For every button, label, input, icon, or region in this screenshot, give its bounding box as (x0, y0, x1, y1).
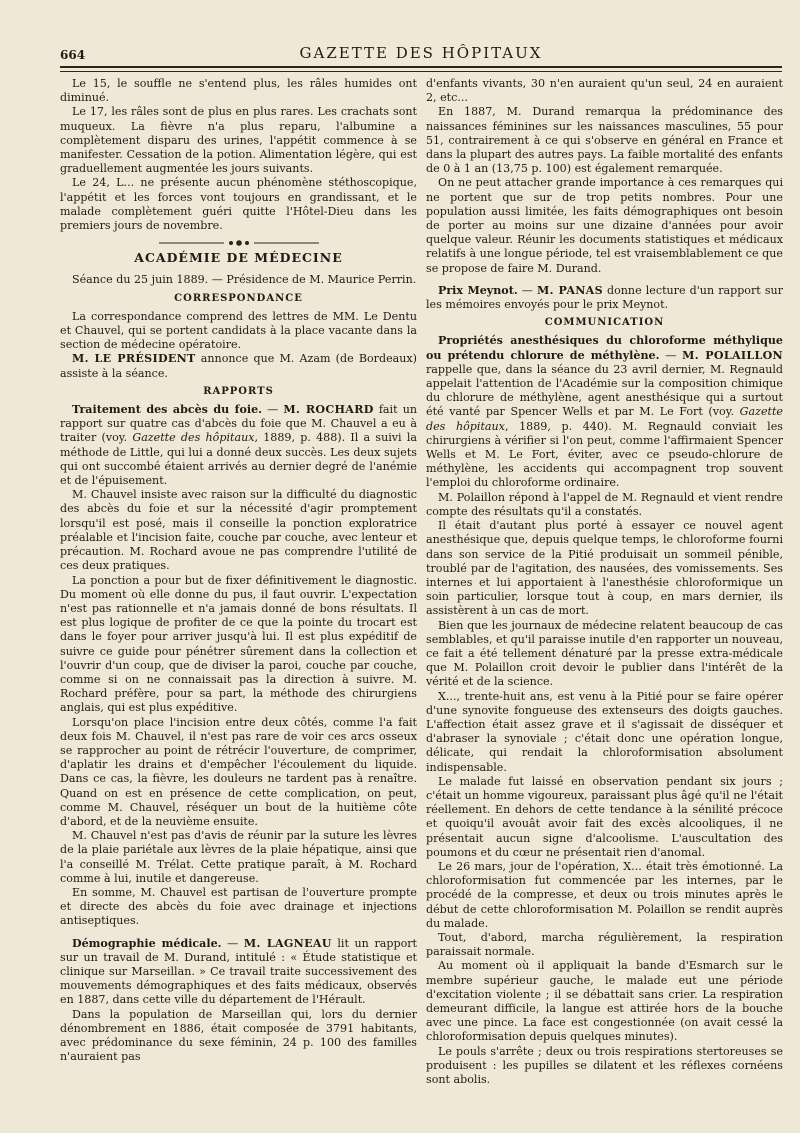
speaker: M. PANAS (537, 283, 603, 297)
paragraph: M. Chauvel n'est pas d'avis de réunir par la suture les lèvres de la plaie pariétale aux lèvres de la plaie hépatique, ainsi que l'a conseillé M. Trélat. Cette pratique paraît, à M. Rochard comme à lui, inutile et dangereuse. (60, 829, 417, 885)
paragraph: M. Chauvel insiste avec raison sur la difficulté du diagnostic des abcès du foie et sur la nécessité d'agir promptement lorsqu'il est posé, mais il conseille la ponction exploratrice préalable et l'incision faite, couche par couche, avec lenteur et précaution. M. Rochard avoue ne pas comprendre l'utilité de ces deux pratiques. (60, 488, 417, 573)
section-title-academie: ACADÉMIE DE MÉDECINE (134, 250, 343, 266)
article-title: Propriétés anesthésiques du chloroforme méthylique ou prétendu chlorure de méthylène. (426, 334, 783, 362)
ornament-divider (159, 239, 319, 247)
running-title: GAZETTE DES HÔPITAUX (299, 44, 543, 62)
paragraph: Le malade fut laissé en observation pendant six jours ; c'était un homme vigoureux, paraissant plus âgé qu'il ne l'était réellement. En dehors de cette tendance à la sénilité précoce et quoiqu'il avouât avoir fait des excès alcooliques, il ne présentait aucun signe d'alcoolisme. L'auscultation des poumons et du cœur ne présentait rien d'anomal. (426, 774, 783, 859)
paragraph: Traitement des abcès du foie. — M. ROCHARD fait un rapport sur quatre cas d'abcès du foie que M. Chauvel a eu à traiter (voy. Gazette des hôpitaux, 1889, p. 488). Il a suivi la méthode de Little, qui lui a donné deux succès. Les deux sujets qui ont succombé étaient arrivés au dernier degré de l'anémie et de l'épuisement. (60, 403, 417, 488)
subhead-rapports: RAPPORTS (203, 385, 274, 397)
speaker: M. LAGNEAU (243, 936, 332, 950)
subhead-correspondance: CORRESPONDANCE (174, 292, 303, 304)
page-header (60, 40, 782, 66)
paragraph: Au moment où il appliquait la bande d'Esmarch sur le membre supérieur gauche, le malade eut une période d'excitation violente ; il se débattait sans crier. La respiration demeurant difficile, la langue est attirée hors de la bouche avec une pince. La face est congestionnée (on avait cessé la chloroformisation depuis quelques minutes). (426, 959, 783, 1044)
left-column (60, 77, 417, 1127)
paragraph: Le 15, le souffle ne s'entend plus, les râles humides ont diminué. (60, 77, 417, 105)
paragraph: M. LE PRÉSIDENT annonce que M. Azam (de Bordeaux) assiste à la séance. (60, 352, 417, 380)
paragraph: En somme, M. Chauvel est partisan de l'ouverture prompte et directe des abcès du foie avec drainage et injections antiseptiques. (60, 885, 417, 928)
paragraph: Lorsqu'on place l'incision entre deux côtés, comme l'a fait deux fois M. Chauvel, il n'est pas rare de voir ces arcs osseux se rapprocher au point de rétrécir l'ouverture, de comprimer, d'aplatir les drains et d'empêcher l'écoulement du liquide. Dans ce cas, la fièvre, les douleurs ne tardent pas à renaître. Quand on est en présence de cette complication, on peut, comme M. Chauvel, réséquer un bout de la huitième côte d'abord, et de la neuvième ensuite. (60, 715, 417, 828)
paragraph: Dans la population de Marseillan qui, lors du dernier dénombrement en 1886, était composée de 3791 habitants, avec prédominance du sexe féminin, 24 p. 100 des familles n'auraient pas (60, 1007, 417, 1064)
speaker: M. LE PRÉSIDENT (72, 352, 196, 366)
subhead-communication: COMMUNICATION (544, 317, 665, 329)
paragraph: Le 24, L... ne présente aucun phénomène stéthoscopique, l'appétit et les forces vont toujours en grandissant, et le malade complètement guéri quitte l'Hôtel-Dieu dans les premiers jours de novembre. (60, 176, 417, 233)
speaker: M. ROCHARD (283, 403, 374, 417)
paragraph: Le 17, les râles sont de plus en plus rares. Les crachats sont muqueux. La fièvre n'a plus reparu, l'albumine a complètement disparu des urines, l'appétit commence à se manifester. Cessation de la potion. Alimentation légère, qui est graduellement augmentée les jours suivants. (60, 105, 417, 176)
paragraph: X..., trente-huit ans, est venu à la Pitié pour se faire opérer d'une synovite fongueuse des extenseurs des doigts gauches. L'affection était assez grave et il s'agissait de disséquer et d'abraser la synoviale ; c'était donc une opération longue, délicate, qui rendait la chloroformisation absolument indispensable. (426, 689, 783, 774)
article-title: Prix Meynot. (438, 283, 518, 297)
paragraph: Propriétés anesthésiques du chloroforme méthylique ou prétendu chlorure de méthylène. — M. POLAILLON rappelle que, dans la séance du 23 avril dernier, M. Regnauld appelait l'attention de l'Académie sur la composition chimique du chlorure de méthylène, agent anesthésique qui a surtout été vanté par Spencer Wells et par M. Le Fort (voy. Gazette des hôpitaux, 1889, p. 440). M. Regnauld conviait les chirurgiens à vérifier si l'on peut, comme l'affirmaient Spencer Wells et M. Le Fort, éviter, avec ce pseudo-chlorure de méthylène, les accidents qui accompagnent trop souvent l'emploi du chloroforme ordinaire. (426, 334, 783, 490)
header-rule (60, 66, 782, 68)
article-title: Démographie médicale. (72, 936, 222, 950)
paragraph: En 1887, M. Durand remarqua la prédominance des naissances féminines sur les naissances masculines, 55 pour 51, contrairement à ce qui s'observe en général en France et dans la plupart des autres pays. La faible mortalité des enfants de 0 à 1 an (13,75 p. 100) est également remarquée. (426, 105, 783, 176)
paragraph: Démographie médicale. — M. LAGNEAU lit un rapport sur un travail de M. Durand, intitulé : « Étude statistique et clinique sur Marseillan. » Ce travail traite successivement des mouvements démographiques et des faits médicaux, observés en 1887, dans cette ville du département de l'Hérault. (60, 936, 417, 1007)
paragraph: Prix Meynot. — M. PANAS donne lecture d'un rapport sur les mémoires envoyés pour le prix Meynot. (426, 283, 783, 312)
article-title: Traitement des abcès du foie. (72, 403, 262, 417)
right-column (426, 77, 783, 1127)
paragraph: Bien que les journaux de médecine relatent beaucoup de cas semblables, et qu'il paraisse inutile d'en rapporter un nouveau, ce fait a été tellement dénaturé par la presse extra-médicale que M. Polaillon croit devoir le publier dans l'intérêt de la vérité et de la science. (426, 618, 783, 689)
header-rule-thin (60, 71, 782, 72)
paragraph: Le pouls s'arrête ; deux ou trois respirations stertoreuses se produisent : les pupilles se dilatent et les réflexes cornéens sont abolis. (426, 1044, 783, 1087)
paragraph: La ponction a pour but de fixer définitivement le diagnostic. Du moment où elle donne du pus, il faut ouvrir. L'expectation n'est pas rationnelle et n'a jamais donné de bons résultats. Il est plus logique de profiter de ce que la pointe du trocart est dans le foyer pour arriver jusqu'à lui. Il est plus expéditif de suivre ce guide pour pénétrer sûrement dans la collection et l'ouvrir d'un coup, que de diviser la paroi, couche par couche, comme si on ne connaissait pas la direction à suivre. M. Rochard préfère, pour sa part, la méthode des chirurgiens anglais, qui est plus expéditive. (60, 573, 417, 715)
speaker: M. POLAILLON (682, 348, 783, 362)
paragraph: M. Polaillon répond à l'appel de M. Regnauld et vient rendre compte des résultats qu'il a constatés. (426, 490, 783, 518)
paragraph: La correspondance comprend des lettres de MM. Le Dentu et Chauvel, qui se portent candidats à la place vacante dans la section de médecine opératoire. (60, 309, 417, 352)
paragraph: Tout, d'abord, marcha régulièrement, la respiration paraissait normale. (426, 930, 783, 959)
seance-line: Séance du 25 juin 1889. — Présidence de M. Maurice Perrin. (72, 273, 417, 287)
paragraph: Il était d'autant plus porté à essayer ce nouvel agent anesthésique que, depuis quelque temps, le chloroforme fourni dans son service de la Pitié produisait un sommeil pénible, troublé par de l'agitation, des nausées, des vomissements. Ses internes et lui apportaient à l'anesthésie chloroformique un soin particulier, lorsque tout à coup, en mars dernier, ils assistèrent à un cas de mort. (426, 519, 783, 618)
paragraph: Le 26 mars, jour de l'opération, X... était très émotionné. La chloroformisation fut commencée par les internes, par le procédé de la compresse, et deux ou trois minutes après le début de cette chloroformisation M. Polaillon se rendit auprès du malade. (426, 859, 783, 930)
page-number: 664 (60, 48, 86, 62)
paragraph: On ne peut attacher grande importance à ces remarques qui ne portent que sur de trop petits nombres. Pour une population aussi limitée, les faits démographiques ont besoin de porter au moins sur une dizaine d'années pour avoir quelque valeur. Réunir les documents statistiques et médicaux relatifs à une longue période, tel est vraisemblablement ce que se propose de faire M. Durand. (426, 176, 783, 275)
paragraph: d'enfants vivants, 30 n'en auraient qu'un seul, 24 en auraient 2, etc... (426, 77, 783, 105)
